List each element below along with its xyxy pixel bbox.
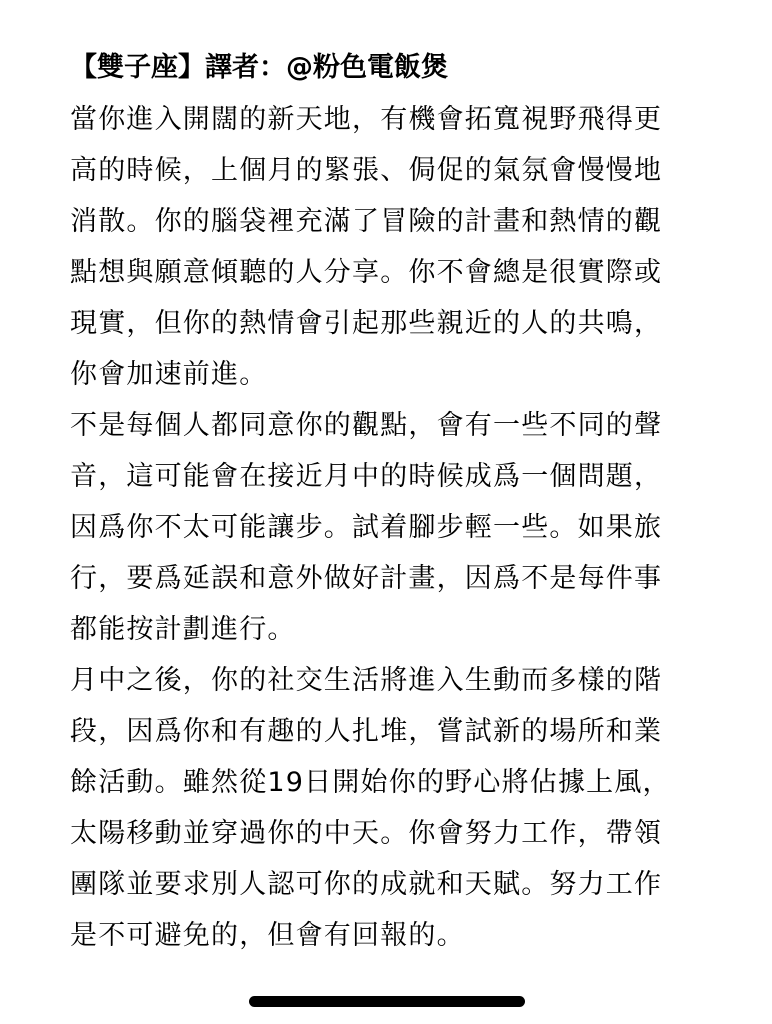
paragraph-line: 消散。你的腦袋裡充滿了冒險的計畫和熱情的觀: [70, 206, 663, 237]
paragraph-line: 行，要爲延誤和意外做好計畫，因爲不是每件事: [70, 563, 663, 594]
paragraph-line: 當你進入開闊的新天地，有機會拓寬視野飛得更: [70, 104, 663, 135]
paragraph-line: 太陽移動並穿過你的中天。你會努力工作，帶領: [70, 818, 663, 849]
paragraph-line: 因爲你不太可能讓步。試着腳步輕一些。如果旅: [70, 512, 663, 543]
paragraph-line: 高的時候，上個月的緊張、侷促的氣氛會慢慢地: [70, 155, 663, 186]
paragraph-line: 團隊並要求別人認可你的成就和天賦。努力工作: [70, 869, 663, 900]
paragraph-line: 點想與願意傾聽的人分享。你不會總是很實際或: [70, 257, 663, 288]
home-indicator[interactable]: [249, 996, 525, 1007]
paragraph-line: 餘活動。雖然從19日開始你的野心將佔據上風，: [70, 767, 671, 798]
article: [70, 42, 710, 961]
paragraph-3: [70, 655, 710, 961]
paragraph-line: 段，因爲你和有趣的人扎堆，嘗試新的場所和業: [70, 716, 663, 747]
paragraph-line: 音，這可能會在接近月中的時候成爲一個問題，: [70, 461, 663, 492]
paragraph-line: 不是每個人都同意你的觀點，會有一些不同的聲: [70, 410, 663, 441]
paragraph-line: 都能按計劃進行。: [70, 614, 296, 645]
paragraph-2: [70, 400, 710, 655]
paragraph-line: 現實，但你的熱情會引起那些親近的人的共鳴，: [70, 308, 663, 339]
article-title: 【雙子座】譯者：@粉色電飯煲: [70, 52, 448, 83]
paragraph-line: 是不可避免的，但會有回報的。: [70, 920, 465, 951]
paragraph-line: 你會加速前進。: [70, 359, 268, 390]
paragraph-1: [70, 94, 710, 400]
paragraph-line: 月中之後，你的社交生活將進入生動而多樣的階: [70, 665, 663, 696]
